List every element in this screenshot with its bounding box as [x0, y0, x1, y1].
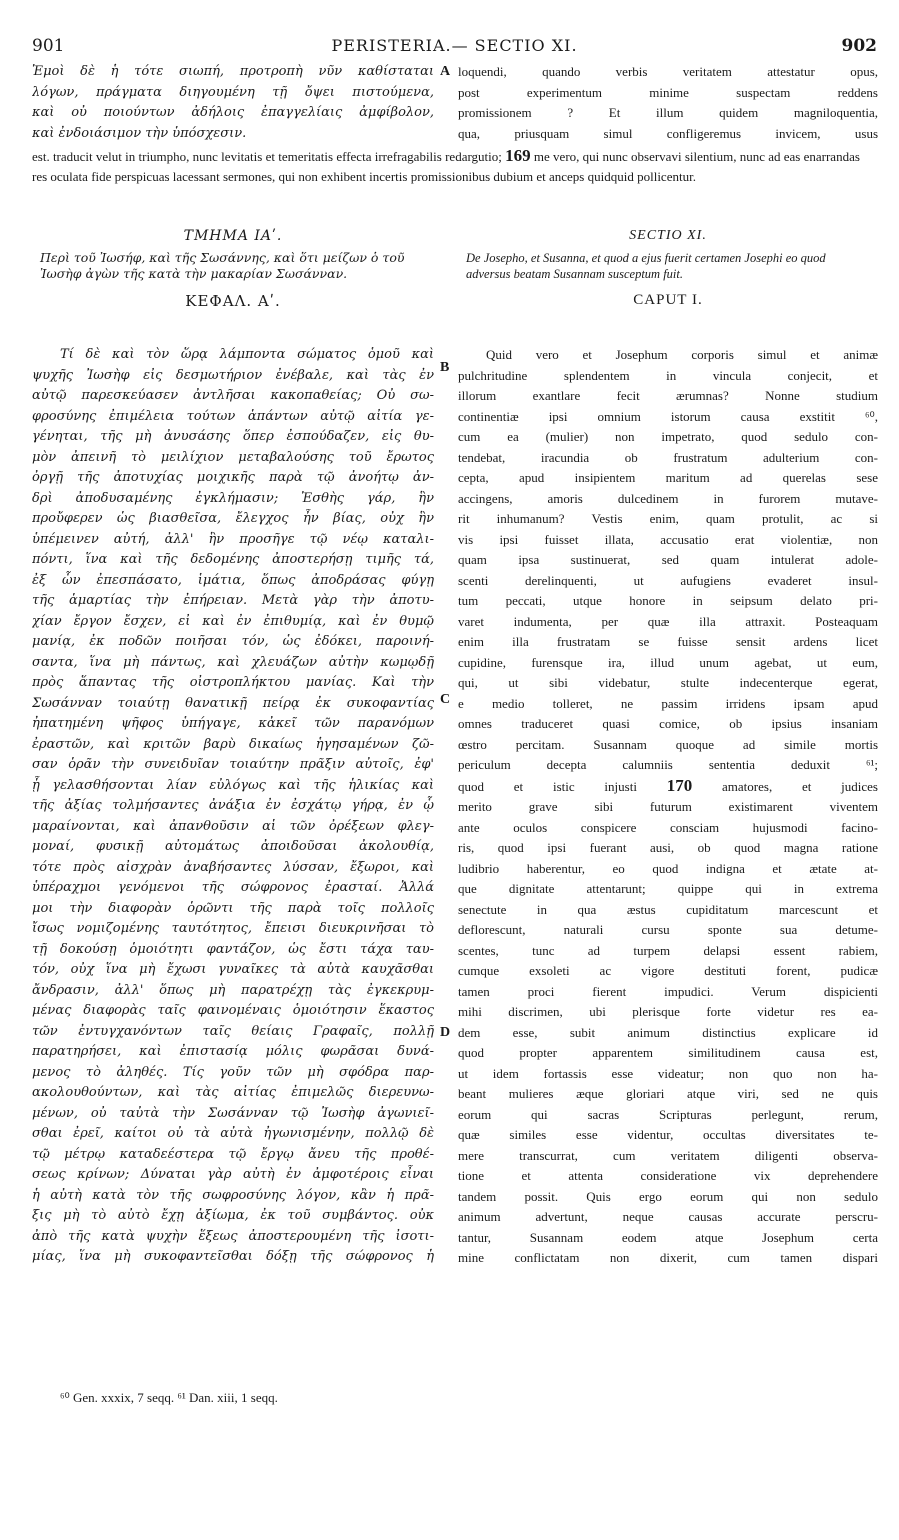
text-line: eorum qui sacras Scripturas perlegunt, rerum, [458, 1106, 878, 1122]
full-width-paragraph [32, 146, 878, 187]
text-line: φροσύνης ἐπιμέλεια τούτων ἁπάντων αὐτῷ αἰτία γε- [32, 408, 434, 424]
footnotes: ⁶⁰ Gen. xxxix, 7 seqq. ⁶¹ Dan. xiii, 1 seqq. [60, 1390, 278, 1405]
text-line: σαν ὁρᾶν τὴν συνειδυῖαν τοιαύτην πρᾶξιν αὐτοῖς, ἐφ' [32, 757, 434, 772]
text-line: λόγων, πράγματα διηγουμένη τῇ ὄψει πιστούμενα, [32, 84, 434, 100]
text-line: que dignitate attentarunt; quippe qui in extrema [458, 881, 878, 896]
text-line: enim illa frustratam se fuisse sensit ardens licet [458, 634, 878, 649]
text-line: qua, priusquam simul confligeremus invicem, usus [458, 125, 878, 141]
text-line: ὑπέραχμοι γενόμενοι τῆς σώφρονος ἐρασταί. Ἀλλά [32, 880, 434, 895]
text-line: cupidine, furensque ira, illud unum agebat, ut eum, [458, 654, 878, 670]
text-line: scenti derelinquenti, ut aufugiens evaderet insul- [458, 572, 878, 588]
text-line: Quid vero et Josephum corporis simul et animæ [486, 347, 878, 362]
text-line: tandem possit. Quis ergo eorum qui non sedulo [458, 1188, 878, 1204]
text-line: τῆς ἀξίας τολμήσαντες ἀνάξια ἐν ἐσχάτῳ γήρᾳ, ἐν ᾧ [32, 798, 434, 813]
text-line: ἀπὸ τῆς κατὰ ψυχὴν ἕξεως ἀποστερουμένη τῆς ἰσοτι- [32, 1228, 434, 1244]
greek-intro-column [32, 62, 434, 144]
margin-letter-d: D [440, 1025, 451, 1040]
text-line: προὔφερεν ὡς βιασθεῖσα, ἔλεγχος ἦν βίας, οὐχ ἣν [32, 511, 434, 526]
text-line: Ἐμοὶ δὲ ἡ τότε σιωπή, προτροπὴ νῦν καθίσταται [32, 64, 434, 79]
latin-body-column [458, 345, 878, 1269]
text-line: post experimentum minime suspectam reddens [458, 84, 878, 100]
text-line: varet indumenta, per quæ illa attraxit. Posteaquam [458, 613, 878, 629]
latin-section-heading [458, 228, 878, 309]
text-line: ante oculos conspicere consciam hujusmodi facino- [458, 819, 878, 835]
text-line: deflorescunt, naturali cursu sponte sua detume- [458, 922, 878, 937]
text-line: μένας διαφορὰς ταῖς φαινομέναις ὁμοιότησιν ἕκαστος [32, 1003, 434, 1018]
text-line: œstro percitam. Susannam quoque ad simile mortis [458, 736, 878, 752]
text-line: tendebat, iracundia ob frustratum adulterium con- [458, 449, 878, 465]
text-line: χίαν ἔργον ἔσχεν, εἰ καὶ ἐν ἐπιθυμίᾳ, καὶ ἐν θυμῷ [32, 613, 434, 629]
text-line [32, 146, 550, 165]
text-line: senectute in qua æstus cupiditatum marcescunt et [458, 901, 878, 917]
text-line: dem esse, subit animum distinctius explicare id [458, 1024, 878, 1040]
text-line: σεως κρίνων; Δύναται γὰρ αὐτὴ ἐν ἀμφοτέροις εἶναι [32, 1167, 434, 1182]
greek-chapter-title: ΚΕΦΑΛ. Αʹ. [185, 292, 281, 310]
latin-chapter-title: CAPUT I. [633, 292, 703, 308]
margin-letter-c: C [440, 692, 451, 707]
text-line: τότε πρὸς αἰσχρὰν ἀναβήσαντες λύσσαν, ἔξωροι, καὶ [32, 859, 434, 875]
text-line: σαντα, ἵνα μὴ πάντως, καὶ χλευάζων αὐτὴν κωμῳδῇ [32, 654, 434, 670]
text-line: ἐραστῶν, καὶ κριτῶν βαρὺ δικαίως ἡγησαμένων ζῶ- [32, 736, 434, 752]
text-line: τόν, οὐχ ἵνα μὴ ἔχωσι γυναῖκες τὰ αὐτὰ καυχᾶσθαι [32, 962, 434, 977]
text-line: μανίᾳ, ἐκ ποδῶν ποιῆσαι τόν, ὡς ἐδόκει, παροινή- [32, 634, 434, 649]
text-line: quod propter apparentem similitudinem causa est, [458, 1045, 878, 1060]
text-line: αὐτῷ παρεσκεύασεν ἀντλῆσαι κακοπαθείας; Οὐ σω- [32, 388, 434, 403]
text-line: pulchritudine splendentem in vincula conjecit, et [458, 367, 878, 383]
text-line: τῇ δοκούσῃ ὁμοιότητι φαντάζον, ὡς ἔστι τάχα ταυ- [32, 941, 434, 957]
text-line: tantur, Susannam eodem atque Josephum certa [458, 1229, 878, 1245]
text-line: μίας, ἵνα μὴ συκοφαντεῖσθαι δόξῃ τῆς σώφρονος ἡ [32, 1249, 434, 1264]
text-line: ut idem fortassis esse videatur; non quo non ha- [458, 1065, 878, 1081]
text-line: merito grave sibi futurum existimarent viventem [458, 799, 878, 814]
text-line: ᾗ γελασθήσονται λίαν εὐλόγως καὶ τῆς ἡλικίας καὶ [32, 777, 434, 793]
text-line: omnes traduceret quasi comice, ob ipsius insaniam [458, 716, 878, 731]
text-line: tione et attenta consideratione vix deprehendere [458, 1168, 878, 1183]
text-line: ludibrio haberentur, eo quod indigna et ætate at- [458, 860, 878, 876]
text-line: σθαι ἐρεῖ, καίτοι οὐ τὰ αὐτὰ ἠγωνισμένην, πολλῷ δὲ [32, 1126, 434, 1141]
text-line: animum advertunt, neque causas accurate perscru- [458, 1209, 878, 1224]
greek-rubric: Περὶ τοῦ Ἰωσήφ, καὶ τῆς Σωσάννης, καὶ ὅτι μείζων ὁ τοῦ Ἰωσὴφ ἀγὼν τῆς κατὰ τὴν μακαρίαν Σωσάνναν. [40, 250, 405, 281]
text-segment: amatores, et judices [722, 778, 878, 794]
text-line: ἐξ ὧν ἐπεσπάσατο, ἱμάτια, ὅπως ἀποδράσας φύγῃ [32, 572, 434, 588]
greek-section-title: ΤΜΗΜΑ ΙΑʹ. [183, 228, 283, 244]
text-line: μοι τὴν διαφορὰν ὁρῶντι τῆς παρὰ τοῖς πολλοῖς [32, 900, 434, 916]
text-line: rit inhumanum? Vestis enim, quam protulit, ac si [458, 511, 878, 526]
text-line: mihi discrimen, ubi plerisque forte videtur res ea- [458, 1004, 878, 1019]
text-line: mine conflictatam non dixerit, cum tamen dispari [458, 1250, 878, 1265]
text-line: ἠπατημένη ψῆφος ὑπήγαγε, κἀκεῖ τῶν παρανόμων [32, 716, 434, 731]
text-segment: est. traducit velut in triumpho, nunc levitatis et temeritatis effecta irrefragabilis redargutio; [32, 149, 502, 164]
text-line: ἡ αὐτὴ κατὰ τὸν τῆς σωφροσύνης λόγον, κἂν ἡ πρᾶ- [32, 1187, 434, 1203]
text-line: mere transcurrat, cum veritatem diligenti observa- [458, 1147, 878, 1163]
text-line: qui, ut sibi videbatur, stulte indecenterque egerat, [458, 675, 878, 690]
page-header [32, 36, 877, 60]
text-line: vis ipsi fuisset illata, accusatio erat violentiæ, non [458, 531, 878, 547]
margin-letter-b: B [440, 360, 450, 375]
text-line: cepta, apud insipientem maritum ad querelas sese [458, 470, 878, 485]
text-line: μενος τὸ ἀληθές. Τίς γοῦν τῶν μὴ σφόδρα παρ- [32, 1064, 434, 1080]
text-line: ἴσως νομιζομένης ταυτότητος, ἔπεισι διευκρινῆσαι τὸ [32, 921, 434, 936]
column-number-169: 169 [505, 146, 531, 165]
text-line: μοναί, φυσικῇ αὐτομάτως ἀποιδοῦσαι ἀκολουθίᾳ, [32, 839, 434, 854]
text-line: ξις μὴ τὸ αὐτὸ ἔχῃ ἀξίωμα, ἐκ τοῦ συμβάντος. οὐκ [32, 1208, 434, 1223]
text-line: ψυχῆς Ἰωσὴφ εἰς δεσμωτήριον ἐνέβαλε, καὶ τὰς ἐν [32, 367, 434, 383]
page-number-right: 902 [841, 36, 877, 56]
latin-section-title: SECTIO XI. [629, 228, 707, 243]
column-number-170: 170 [666, 775, 693, 795]
text-line: πόντι, ἵνα καὶ τῆς δεδομένης ἀποστερήσῃ τιμῆς τά, [32, 552, 434, 567]
text-line: cum ea (mulier) non impetrato, quod sedulo con- [458, 429, 878, 444]
text-line: promissionem ? Et illum quidem magniloquentia, [458, 105, 878, 120]
latin-intro-column [458, 62, 878, 144]
latin-rubric: De Josepho, et Susanna, et quod a ejus fuerit certamen Josephi eo quod adversus beatam Susannam susceptum fuit. [466, 251, 826, 281]
running-title: PERISTERIA.— SECTIO XI. [331, 36, 578, 55]
text-line: δρὶ ἀποδυσαμένης ἐγκλήμασιν; Ἐσθὴς γάρ, ἣν [32, 490, 434, 506]
text-segment: me [533, 149, 550, 164]
text-line: παρατηρήσει, καὶ ἐπιστασίᾳ μόλις φωρᾶσαι δυνά- [32, 1044, 434, 1059]
text-line: Σωσάνναν τοιαύτῃ θανατικῇ πείρᾳ ἐκ συκοφαντίας [32, 695, 434, 711]
text-line: tum peccati, utque honore in seipsum delato pri- [458, 593, 878, 608]
text-line: ris, quod ipsi fuerant ausi, ob quod magna ratione [458, 840, 878, 855]
text-line: γένηται, τῆς μὴ ἀνυσάσης ὅπερ ἐσπούδαζεν, εἰς θυ- [32, 429, 434, 444]
text-line: τῶν ἐντυγχανόντων ταῖς θείαις Γραφαῖς, πολλῇ [32, 1023, 434, 1039]
text-line: scentes, tunc ad turpem delapsi essent rabiem, [458, 942, 878, 958]
text-line: μαραίνονται, καὶ ἀπανθοῦσιν αἱ τῶν ὀρέξεων φλεγ- [32, 818, 434, 834]
text-line: illorum exantlare fecit ærumnas? Nonne studium [458, 388, 878, 403]
text-line: ὑπέμεινεν αὐτή, ἀλλ' ἣν προσῆγε τῷ νέῳ καταλι- [32, 531, 434, 547]
greek-body-column [32, 345, 434, 1268]
text-line: beant mulieres æque gloriari atque viri, sed ne quis [458, 1086, 878, 1101]
text-line: τῆς ἁμαρτίας τὴν ἐπήρειαν. Μετὰ γὰρ τὴν ἀποτυ- [32, 593, 434, 608]
margin-letter-a: A [440, 64, 451, 79]
text-segment: quod et istic injusti [458, 778, 637, 794]
text-line: μένων, οὐ ταὐτὰ τὴν Σωσάνναν τῷ Ἰωσὴφ ἀγωνιεῖ- [32, 1105, 434, 1121]
text-line: καὶ ἐνδοιάσιμον τὴν ὑπόσχεσιν. [32, 125, 247, 141]
text-line: periculum decepta calumniis sententia deduxit ⁶¹; [458, 757, 878, 772]
text-line: tamen proci fierent impudici. Verum dispicienti [458, 983, 878, 999]
text-line: continentiæ ipsi omnium istorum causa exstitit ⁶⁰, [458, 408, 878, 424]
text-line: μὸν ἀπεινῆ τὸ μειλίχιον μεταβαλούσης τοῦ ἔρωτος [32, 449, 434, 465]
text-line: e medio tolleret, ne passim irridens ipsam apud [458, 695, 878, 711]
text-line: vero, qui nunc observavi silentium, nunc ad eas enarrandas res oculata fide perspicuas lacessant [32, 149, 860, 184]
text-line: ὀργῇ τῆς ἀποτυχίας μοιχικῆς παρὰ τῷ ἀνοήτῳ ἀν- [32, 470, 434, 485]
text-line: quæ similes esse videntur, occultas diversitates te- [458, 1127, 878, 1142]
greek-section-heading [32, 228, 434, 310]
text-line: loquendi, quando verbis veritatem attestatur opus, [458, 64, 878, 79]
text-line: Τί δὲ καὶ τὸν ὥρᾳ λάμποντα σώματος ὁμοῦ καὶ [60, 347, 434, 362]
text-line: ἄνδρασιν, ἀλλ' ὅπως μὴ παρατρέχῃ τὰς ἐγκεκρυμ- [32, 982, 434, 998]
text-line: sermones, qui non exhibent incertis promissionibus dubium et anceps quidquid pollicentur. [222, 169, 696, 184]
text-line: τῷ μέτρῳ καταδεέστερα τῷ ἔργῳ ἄνευ τῆς προθέ- [32, 1146, 434, 1162]
page-number-left: 901 [32, 36, 65, 56]
text-line: ακολουθούντων, καὶ τὰς αἰτίας ἐπιμελῶς διερευνω- [32, 1085, 434, 1100]
text-line: καὶ οὐ ποιούντων ἀδήλοις ἐπαγγελίαις ἀμφίβολον, [32, 105, 434, 120]
text-line [458, 776, 878, 798]
text-line: quam ipsa sustinuerat, sed quam intulerat adole- [458, 552, 878, 567]
text-line: cumque exsoleti ac vigore destituti forent, pudicæ [458, 963, 878, 978]
text-line: πρὸς ἅπαντας τῆς οἰστροπλήκτου μανίας. Καὶ τὴν [32, 675, 434, 690]
text-line: accingens, amoris dulcedinem in furorem mutave- [458, 490, 878, 506]
